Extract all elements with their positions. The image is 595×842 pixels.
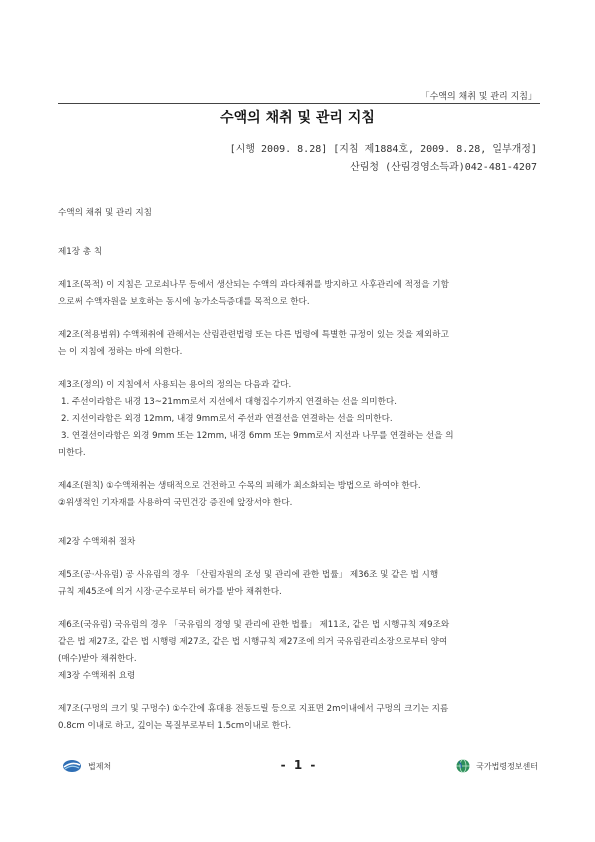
article-3-item-1: 1. 주선이라함은 내경 13~21mm로서 지선에서 대형집수기까지 연결하는 선을 의미한다. bbox=[61, 397, 397, 407]
running-header-title: 「수액의 채취 및 관리 지침」 bbox=[420, 92, 537, 102]
enforcement-info: [시행 2009. 8.28] [지침 제1884호, 2009. 8.28, 일부개정] bbox=[229, 144, 537, 155]
article-4-line-2: ②위생적인 기자재를 사용하여 국민건강 증진에 앞장서야 한다. bbox=[58, 498, 293, 508]
body-doc-name: 수액의 채취 및 관리 지침 bbox=[58, 208, 152, 218]
article-2-line-1: 제2조(적용범위) 수액채취에 관해서는 산림관련법령 또는 다른 법령에 특별한 규정이 있는 것을 제외하고 bbox=[58, 330, 449, 340]
page-footer bbox=[58, 757, 540, 777]
ministry-contact: 산림청 (산림경영소득과)042-481-4207 bbox=[350, 162, 537, 173]
document-body bbox=[58, 205, 540, 735]
article-3-item-3: 3. 연결선이라함은 외경 9mm 또는 12mm, 내경 6mm 또는 9mm로서 지선과 나무를 연결하는 선을 의 bbox=[61, 431, 454, 441]
article-1-line-1: 제1조(목적) 이 지침은 고로쇠나무 등에서 생산되는 수액의 과다채취를 방지하고 사후관리에 적정을 기함 bbox=[58, 280, 449, 290]
footer-law-center-label: 국가법령정보센터 bbox=[476, 761, 538, 771]
chapter-3-heading: 제3장 수액채취 요령 bbox=[58, 671, 136, 681]
article-6-line-2: 같은 법 제27조, 같은 법 시행령 제27조, 같은 법 시행규칙 제27조에 의거 국유림관리소장으로부터 양여 bbox=[58, 637, 448, 647]
footer-ministry-label: 법제처 bbox=[88, 761, 112, 771]
article-3-item-2: 2. 지선이라함은 외경 12mm, 내경 9mm로서 주선과 연결선을 연결하는 선을 의미한다. bbox=[61, 414, 393, 424]
article-5-line-2: 규칙 제45조에 의거 시장·군수로부터 허가를 받아 채취한다. bbox=[58, 587, 282, 597]
article-3-item-3-cont: 미한다. bbox=[58, 448, 86, 458]
article-2-line-2: 는 이 지침에 정하는 바에 의한다. bbox=[58, 347, 183, 357]
article-7-line-1: 제7조(구멍의 크기 및 구멍수) ①수간에 휴대용 전동드릴 등으로 지표면 2m이내에서 구멍의 크기는 지름 bbox=[58, 704, 449, 714]
article-1-line-2: 으로써 수액자원을 보호하는 동시에 농가소득증대를 목적으로 한다. bbox=[58, 297, 310, 307]
document-title: 수액의 채취 및 관리 지침 bbox=[220, 110, 375, 126]
article-6-line-1: 제6조(국유림) 국유림의 경우 「국유림의 경영 및 관리에 관한 법률」 제11조, 같은 법 시행규칙 제9조와 bbox=[58, 620, 450, 630]
article-3-line-1: 제3조(정의) 이 지침에서 사용되는 용어의 정의는 다음과 같다. bbox=[58, 380, 292, 390]
chapter-2-heading: 제2장 수액채취 절차 bbox=[58, 537, 136, 547]
article-5-line-1: 제5조(공·사유림) 공 사유림의 경우 「산림자원의 조성 및 관리에 관한 법률」 제36조 및 같은 법 시행 bbox=[58, 570, 439, 580]
globe-icon bbox=[456, 759, 470, 773]
page-number: - 1 - bbox=[280, 758, 318, 772]
footer-law-center bbox=[456, 759, 538, 773]
article-6-line-3: (매수)받아 채취한다. bbox=[58, 654, 137, 664]
header-divider bbox=[58, 103, 540, 104]
article-4-line-1: 제4조(원칙) ①수액채취는 생태적으로 건전하고 수목의 피해가 최소화되는 방법으로 하여야 한다. bbox=[58, 481, 421, 491]
chapter-1-heading: 제1장 총 칙 bbox=[58, 247, 103, 257]
article-7-line-2: 0.8cm 이내로 하고, 깊이는 목질부로부터 1.5cm이내로 한다. bbox=[58, 721, 292, 731]
